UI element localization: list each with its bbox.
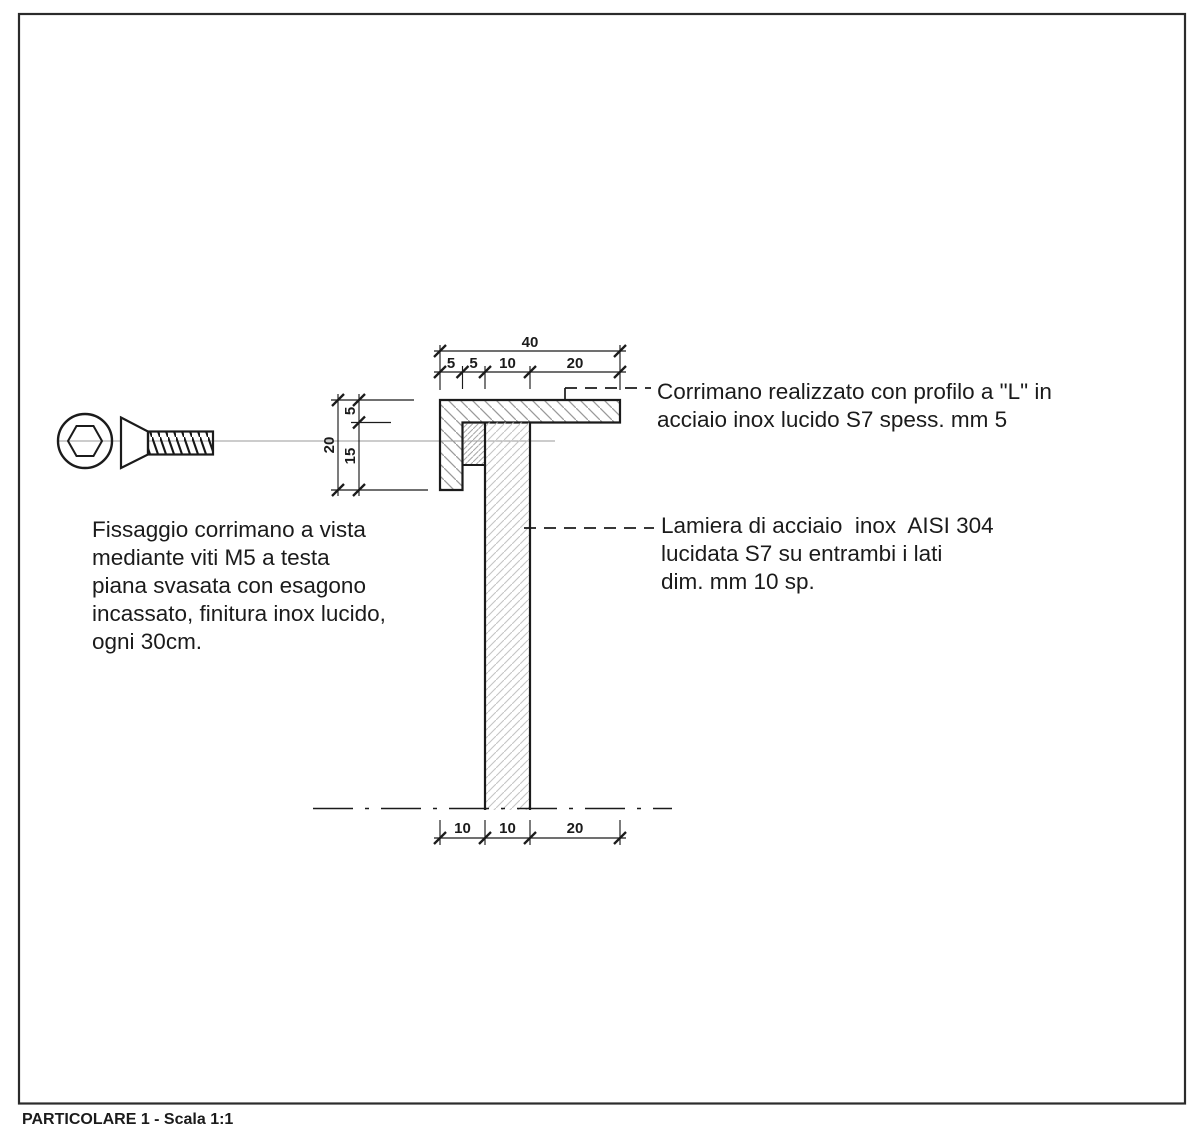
screw-side-view	[121, 418, 213, 469]
countersunk-head	[121, 418, 148, 469]
annotation-lamiera-line-3: dim. mm 10 sp.	[661, 569, 815, 594]
dim-left-seg-2: 15	[342, 447, 359, 465]
dim-top-seg-1: 5	[446, 355, 456, 372]
dim-bottom-seg-1: 10	[454, 820, 471, 837]
dim-bottom-seg-2: 10	[499, 820, 516, 837]
leader-corrimano	[565, 388, 651, 400]
dim-top-total: 40	[521, 334, 539, 351]
annotation-fissaggio-line-4: incassato, finitura inox lucido,	[92, 601, 386, 626]
annotation-corrimano-line-1: Corrimano realizzato con profilo a "L" in	[657, 379, 1052, 404]
threaded-shank	[148, 432, 213, 455]
steel-plate-hatch	[485, 423, 530, 811]
dimension-top	[434, 345, 626, 390]
annotation-fissaggio-line-2: mediante viti M5 a testa	[92, 545, 330, 570]
annotation-corrimano-line-2: acciaio inox lucido S7 spess. mm 5	[657, 407, 1008, 432]
dim-top-seg-3: 10	[499, 355, 516, 372]
steel-plate-section	[485, 423, 530, 811]
dim-left-total: 20	[321, 436, 338, 454]
dim-left-seg-1: 5	[342, 406, 359, 416]
dim-bottom-seg-3: 20	[566, 820, 584, 837]
annotation-fissaggio-line-5: ogni 30cm.	[92, 629, 203, 654]
drawing-title: PARTICOLARE 1 - Scala 1:1	[22, 1111, 234, 1128]
screw-fixing-section	[463, 423, 486, 466]
annotation-fissaggio-line-3: piana svasata con esagono	[92, 573, 366, 598]
annotation-lamiera-line-2: lucidata S7 su entrambi i lati	[661, 541, 943, 566]
annotation-lamiera-line-1: Lamiera di acciaio inox AISI 304	[661, 513, 994, 538]
annotation-fissaggio-line-1: Fissaggio corrimano a vista	[92, 517, 366, 542]
dim-top-seg-2: 5	[469, 355, 478, 372]
dim-top-seg-4: 20	[566, 355, 584, 372]
